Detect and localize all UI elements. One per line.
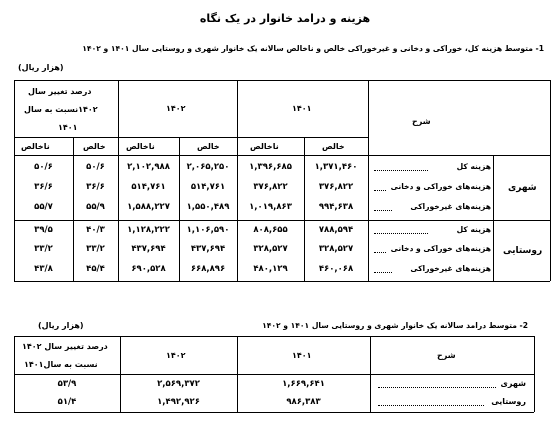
table-cell: ۴۶۰,۰۶۸ [318, 264, 354, 274]
table-cell: ۳۲۸,۵۲۷ [318, 244, 354, 254]
header-1401: ۱۴۰۱ [292, 104, 312, 113]
table-cell: ۶۹۰,۵۲۸ [131, 264, 166, 274]
table-cell: ۷۸۸,۵۹۴ [318, 225, 354, 235]
table-cell: ۵۱۴,۷۶۱ [131, 182, 166, 192]
table-cell: ۵۵/۹ [86, 202, 105, 212]
s2-header-pct-line2: نسبت به سال۱۴۰۱ [24, 360, 98, 369]
table-cell: ۳۷۶,۸۲۲ [253, 182, 288, 192]
header-1402: ۱۴۰۲ [166, 104, 186, 113]
table-cell: ۱,۵۸۸,۲۲۷ [127, 202, 170, 212]
table-cell: ۴۰/۳ [86, 225, 105, 235]
table-cell: ۸۰۸,۶۵۵ [253, 225, 288, 235]
table-cell: ۳۶/۶ [34, 182, 53, 192]
header-net-1401: خالص [322, 142, 345, 151]
table-cell: ۳۷۶,۸۲۲ [318, 182, 354, 192]
table-cell: ۵۵/۷ [34, 202, 53, 212]
table-cell: ۱,۴۹۲,۹۲۶ [157, 397, 200, 407]
table-cell: ۱,۱۰۶,۵۹۰ [186, 225, 230, 235]
row-label: هزینه‌های خوراکی و دخانی [390, 182, 491, 191]
table-cell: ۳۲۸,۵۲۷ [253, 244, 288, 254]
document-title: هزینه و درامد خانوار در یک نگاه [199, 12, 371, 25]
table-cell: ۴۳۷,۶۹۴ [190, 244, 226, 254]
table-cell: ۵۱۴,۷۶۱ [190, 182, 226, 192]
header-gross-pct: ناخالص [21, 142, 50, 151]
section1-title: 1- متوسط هزینه کل، خوراکی و دخانی و غیرخوراکی خالص و ناخالص سالانه یک خانوار شهری و روستایی سال ۱۴۰۱ و ۱۴۰۲ [82, 44, 544, 53]
s2-header-desc: شرح [437, 351, 456, 360]
table-cell: ۹۹۴,۶۳۸ [318, 202, 354, 212]
section1-unit: (هزار ریال) [18, 63, 64, 72]
table-cell: ۵۱/۴ [57, 397, 77, 407]
table-cell: ۳۳/۲ [34, 244, 53, 254]
section2-unit: (هزار ریال) [38, 321, 84, 330]
table-cell: ۲,۰۶۵,۲۵۰ [186, 162, 230, 172]
s2-header-1401: ۱۴۰۱ [292, 351, 312, 360]
header-net-1402: خالص [197, 142, 220, 151]
table-cell: ۱,۱۲۸,۲۲۲ [127, 225, 170, 235]
header-pct-line3: ۱۴۰۱ [58, 123, 78, 132]
s2-header-pct-line1: درصد تغییر سال ۱۴۰۲ [22, 342, 108, 351]
table-cell: ۱,۳۹۶,۶۸۵ [249, 162, 292, 172]
table-cell: ۲,۵۶۹,۳۷۲ [157, 379, 200, 389]
header-net-pct: خالص [83, 142, 106, 151]
header-desc: شرح [412, 117, 431, 126]
table-cell: ۳۳/۲ [86, 244, 105, 254]
header-gross-1401: ناخالص [250, 142, 279, 151]
table-cell: ۱,۵۵۰,۴۸۹ [186, 202, 230, 212]
table-cell: ۳۹/۵ [34, 225, 53, 235]
row-label: هزینه‌های خوراکی و دخانی [390, 244, 491, 253]
row-label: هزینه‌های غیرخوراکی [410, 202, 491, 211]
header-pct-line2: ۱۴۰۲نسبت به سال [24, 105, 98, 114]
table-cell: ۹۸۶,۳۸۳ [286, 397, 321, 407]
section2-title: 2- متوسط درامد سالانه یک خانوار شهری و روستایی سال ۱۴۰۱ و ۱۴۰۲ [262, 321, 528, 330]
urban-group-label: شهری [508, 183, 537, 193]
header-pct-line1: درصد تغییر سال [28, 87, 92, 96]
rural-group-label: روستایی [503, 246, 543, 256]
table-cell: ۱,۳۷۱,۴۶۰ [314, 162, 358, 172]
table-cell: ۱,۰۱۹,۸۶۳ [249, 202, 292, 212]
s2-row-label-urban: شهری [500, 379, 526, 388]
table-cell: ۵۰/۶ [86, 162, 105, 172]
table-cell: ۴۳۷,۶۹۴ [131, 244, 166, 254]
table-cell: ۶۶۸,۸۹۶ [190, 264, 226, 274]
table-cell: ۴۵/۴ [86, 264, 105, 274]
row-label: هزینه‌های غیرخوراکی [410, 264, 491, 273]
header-gross-1402: ناخالص [126, 142, 155, 151]
table-cell: ۱,۶۶۹,۶۴۱ [282, 379, 325, 389]
s2-row-label-rural: روستایی [491, 397, 526, 406]
table-cell: ۳۶/۶ [86, 182, 105, 192]
table-cell: ۴۸۰,۱۲۹ [253, 264, 288, 274]
s2-header-1402: ۱۴۰۲ [166, 351, 186, 360]
table-cell: ۵۳/۹ [57, 379, 77, 389]
table-cell: ۵۰/۶ [34, 162, 53, 172]
row-label: هزینه کل [456, 162, 491, 171]
table-cell: ۲,۱۰۲,۹۸۸ [127, 162, 170, 172]
row-label: هزینه کل [456, 225, 491, 234]
table-cell: ۴۳/۸ [34, 264, 53, 274]
